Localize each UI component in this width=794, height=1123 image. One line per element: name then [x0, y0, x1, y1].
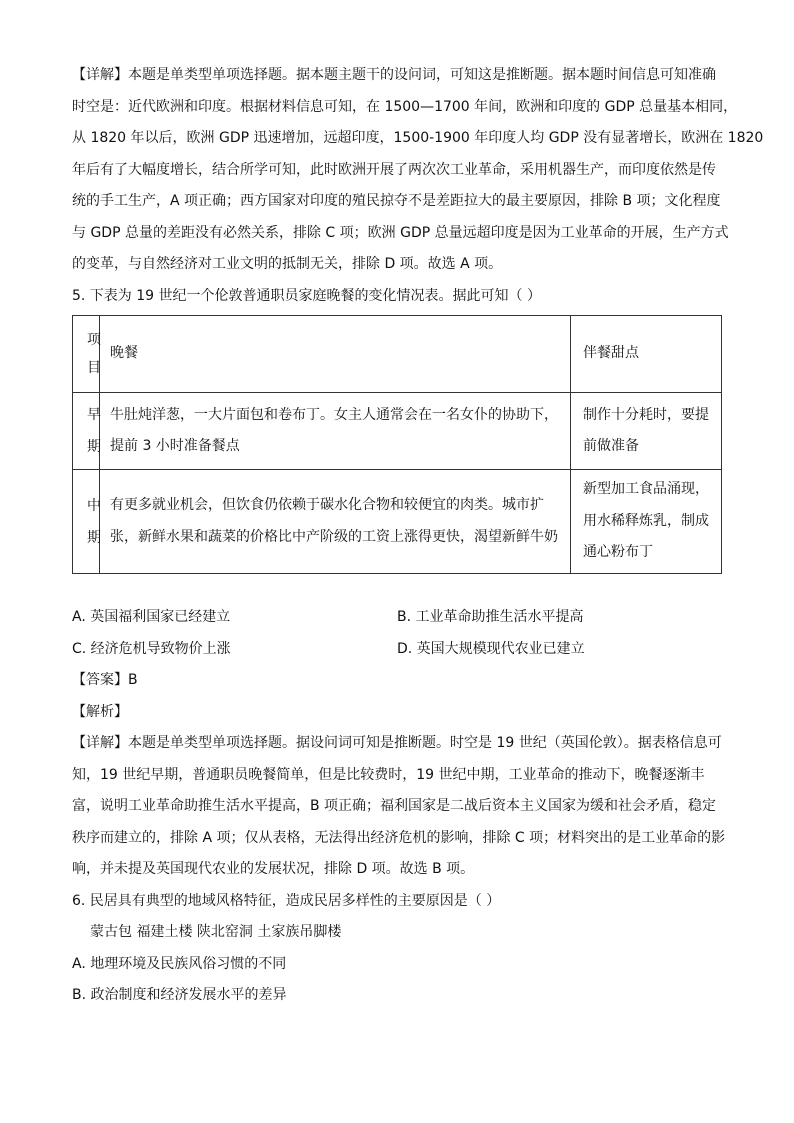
q4-detail-line-3: 从 1820 年以后，欧洲 GDP 迅速增加，远超印度，1500-1900 年印度人均 GDP 没有显著增长，欧洲在 1820: [72, 130, 764, 146]
q5-detail-block: [72, 728, 726, 886]
table-header-row: [73, 316, 722, 393]
q5-detail-line-1: 【详解】本题是单类型单项选择题。据设问词可知是推断题。时空是 19 世纪（英国伦敦）。据表格信息可: [72, 735, 722, 751]
option-a[interactable]: A. 英国福利国家已经建立: [72, 609, 231, 625]
row-period-cell: [73, 470, 100, 574]
detail-tag: 【详解】: [72, 735, 128, 751]
q4-detail-line-4: 年后有了大幅度增长，结合所学可知，此时欧洲开展了两次次工业革命，采用机器生产，而印度依然是传: [72, 161, 716, 178]
row-period-label: 早期: [87, 407, 101, 455]
detail-tag: 【详解】: [72, 67, 128, 83]
row-dessert-cell: 制作十分耗时，要提前做准备: [571, 393, 722, 470]
q5-analysis-tag: 【解析】: [72, 703, 128, 720]
row-period-label: 中期: [87, 497, 101, 546]
option-row: [72, 602, 722, 634]
table-row: [73, 470, 722, 574]
header-cell-dessert: 伴餐甜点: [571, 316, 722, 393]
q4-detail-line-2: 时空是：近代欧洲和印度。根据材料信息可知，在 1500—1700 年间，欧洲和印度的 GDP 总量基本相同，: [72, 98, 738, 115]
option-b[interactable]: B. 工业革命助推生活水平提高: [397, 609, 584, 625]
q5-table: [72, 315, 722, 574]
header-cell-item: [73, 316, 100, 393]
option-c[interactable]: C. 经济危机导致物价上涨: [72, 640, 231, 657]
row-dinner-cell: 牛肚炖洋葱，一大片面包和卷布丁。女主人通常会在一名女仆的协助下，提前 3 小时准备餐点: [100, 393, 571, 470]
q6-material: 蒙古包 福建土楼 陕北窑洞 土家族吊脚楼: [90, 924, 342, 940]
row-period-cell: [73, 393, 100, 470]
document-page: [72, 60, 764, 1012]
row-dessert-cell: 新型加工食品涌现，用水稀释炼乳，制成通心粉布丁: [571, 470, 722, 574]
q4-detail-line-7: 的变革，与自然经济对工业文明的抵制无关，排除 D 项。故选 A 项。: [72, 256, 503, 272]
q6-option-a[interactable]: A. 地理环境及民族风俗习惯的不同: [72, 955, 287, 972]
header-item-label: 项目: [87, 332, 101, 376]
q4-detail-block: [72, 60, 764, 281]
table-row: [73, 393, 722, 470]
q6-option-b[interactable]: B. 政治制度和经济发展水平的差异: [72, 987, 287, 1003]
q5-detail-line-2: 知，19 世纪早期，普通职员晚餐简单，但是比较费时，19 世纪中期，工业革命的推动下，晚餐逐渐丰: [72, 766, 705, 783]
q5-stem: 5. 下表为 19 世纪一个伦敦普通职员家庭晚餐的变化情况表。据此可知（ ）: [72, 287, 541, 304]
q4-detail-line-6: 与 GDP 总量的差距没有必然关系，排除 C 项；欧洲 GDP 总量远超印度是因为工业革命的开展，生产方式: [72, 224, 729, 241]
q6-stem: 6. 民居具有典型的地域风格特征，造成民居多样性的主要原因是（ ）: [72, 892, 501, 909]
option-row: [72, 634, 722, 666]
q5-options: [72, 602, 722, 665]
q5-detail-line-3: 富，说明工业革命助推生活水平提高，B 项正确；福利国家是二战后资本主义国家为缓和社会矛盾，稳定: [72, 798, 717, 814]
row-dinner-cell: 有更多就业机会，但饮食仍依赖于碳水化合物和较便宜的肉类。城市扩张，新鲜水果和蔬菜的价格比中产阶级的工资上涨得更快，渴望新鲜牛奶: [100, 470, 571, 574]
q5-answer: 【答案】B: [72, 672, 138, 688]
q5-detail-line-4: 秩序而建立的，排除 A 项；仅从表格，无法得出经济危机的影响，排除 C 项；材料突出的是工业革命的影: [72, 829, 726, 846]
header-cell-dinner: 晚餐: [100, 316, 571, 393]
option-d[interactable]: D. 英国大规模现代农业已建立: [397, 640, 585, 657]
q4-detail-line-1: 【详解】本题是单类型单项选择题。据本题主题干的设问词，可知这是推断题。据本题时间信息可知准确: [72, 67, 716, 83]
q5-detail-line-5: 响，并未提及英国现代农业的发展状况，排除 D 项。故选 B 项。: [72, 861, 475, 877]
q4-detail-line-5: 统的手工生产，A 项正确；西方国家对印度的殖民掠夺不是差距拉大的最主要原因，排除 B 项；文化程度: [72, 193, 721, 209]
